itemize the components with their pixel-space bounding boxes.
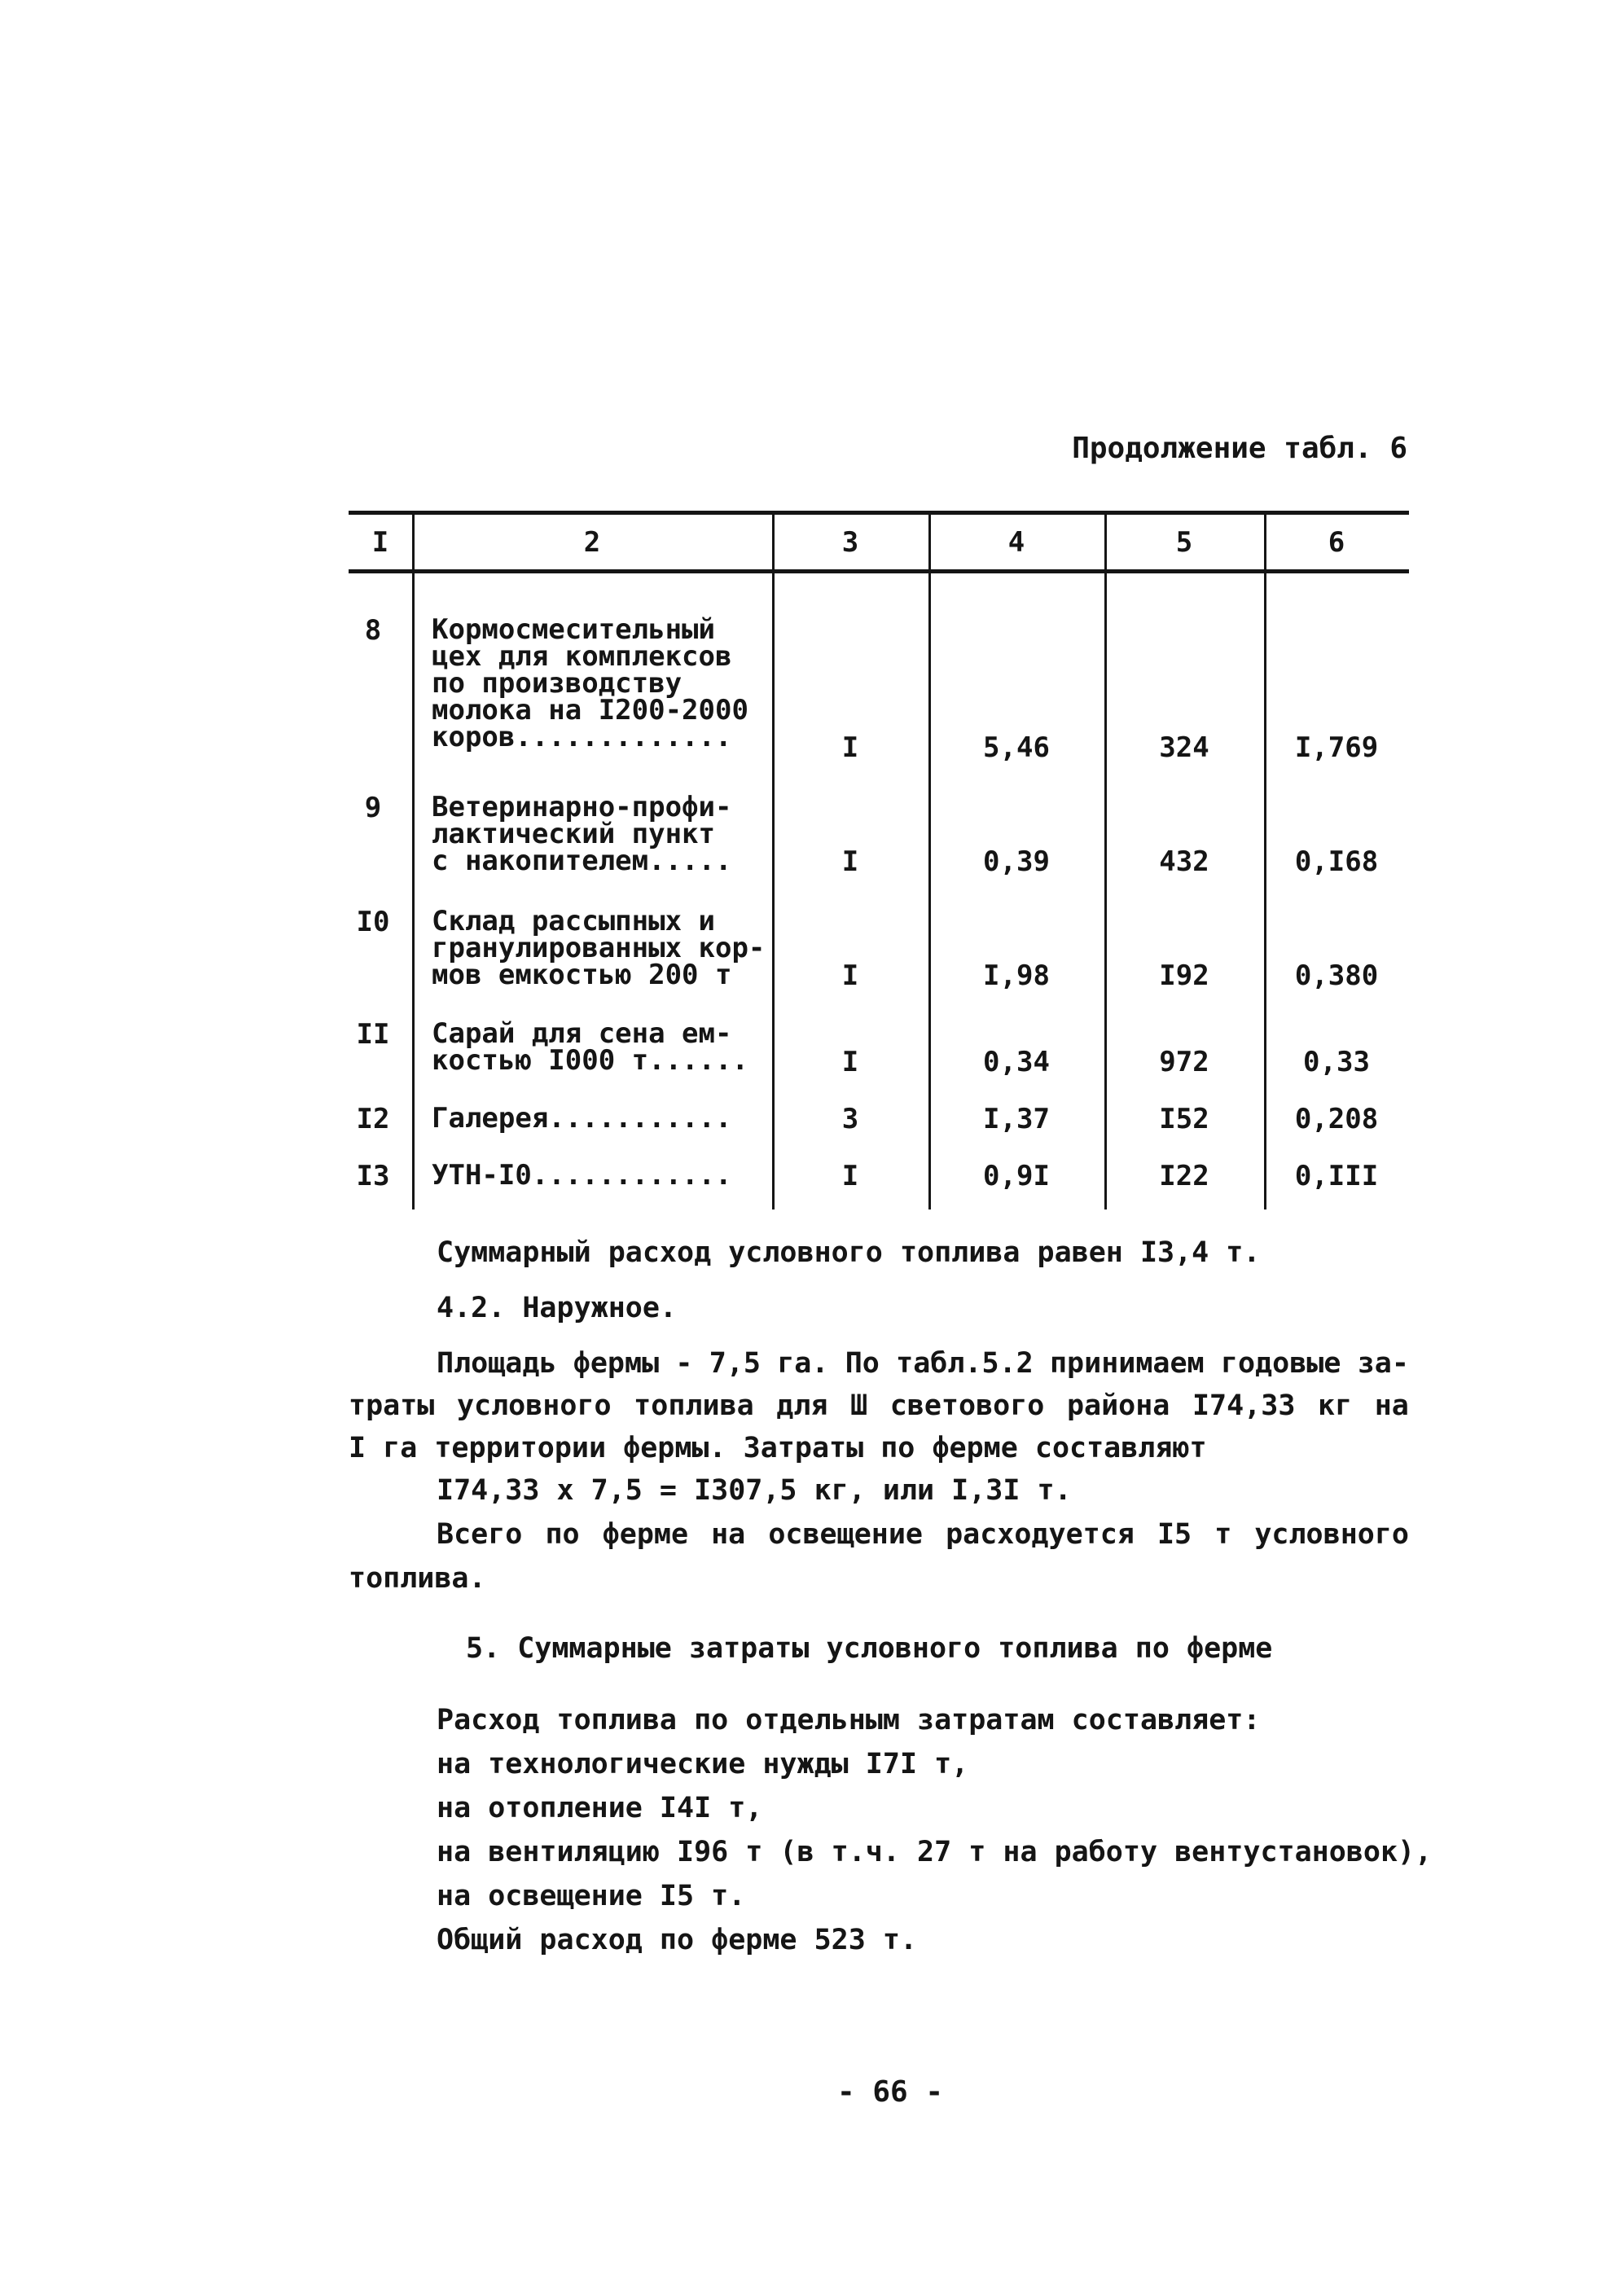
- word: годовые: [1220, 1347, 1341, 1380]
- table-row-number: I3: [356, 1160, 390, 1192]
- table-cell: 0,III: [1294, 1160, 1379, 1192]
- word: на: [711, 1518, 746, 1551]
- table-cell: I: [841, 845, 859, 878]
- paragraph-line: топлива.: [349, 1562, 486, 1595]
- word: траты: [349, 1389, 435, 1422]
- table-cell: 0,208: [1294, 1103, 1379, 1135]
- word: т: [1214, 1518, 1232, 1551]
- word: для: [776, 1389, 828, 1422]
- table-cell: I: [841, 1046, 859, 1078]
- table-cell: 972: [1159, 1046, 1209, 1078]
- word: По: [845, 1347, 880, 1380]
- paragraph-line: I га территории фермы. Затраты по ферме составляют: [349, 1432, 1207, 1464]
- table-row-number: I0: [356, 906, 390, 938]
- table-cell: I92: [1159, 959, 1209, 992]
- word: фермы: [573, 1347, 660, 1380]
- word: 7,5: [709, 1347, 761, 1380]
- table-cell: I: [841, 959, 859, 992]
- word: ферме: [602, 1518, 689, 1551]
- table-row-number: 8: [364, 614, 382, 647]
- section-heading-4-2: 4.2. Наружное.: [437, 1292, 678, 1324]
- table-cell: 0,380: [1294, 959, 1379, 992]
- table-cell: 324: [1159, 731, 1209, 764]
- table-cell: I22: [1159, 1160, 1209, 1192]
- table-header-cell: I: [371, 526, 389, 559]
- table-cell: I: [841, 1160, 859, 1192]
- word: кг: [1317, 1389, 1353, 1422]
- word: Всего: [437, 1518, 523, 1551]
- table-row-name: УТН-I0............: [432, 1159, 732, 1192]
- table-header-cell: 2: [583, 526, 601, 559]
- word: -: [675, 1347, 693, 1380]
- list-item: на технологические нужды I7I т,: [437, 1748, 969, 1780]
- list-item: на отопление I4I т,: [437, 1792, 763, 1824]
- table-row-name: Кормосмесительный цех для комплексов по производству молока на I200-2000 коров.............: [432, 613, 748, 753]
- list-item: на освещение I5 т.: [437, 1880, 746, 1912]
- word: по: [545, 1518, 580, 1551]
- table-row-name: Склад рассыпных и гранулированных кор- мов емкостью 200 т: [432, 905, 766, 991]
- table-header-cell: 5: [1175, 526, 1193, 559]
- word: I74,33: [1192, 1389, 1296, 1422]
- table-cell: 432: [1159, 845, 1209, 878]
- column-divider: [412, 511, 415, 1209]
- table-cell: 3: [841, 1103, 859, 1135]
- word: расходуется: [946, 1518, 1135, 1551]
- word: Ш: [850, 1389, 868, 1422]
- word: светового: [889, 1389, 1045, 1422]
- paragraph-lighting-line: [349, 1518, 1409, 1551]
- section-heading-5: 5. Суммарные затраты условного топлива по ферме: [466, 1632, 1273, 1665]
- table-cell: 5,46: [983, 731, 1050, 764]
- table-cell: I,37: [983, 1103, 1050, 1135]
- table-row-number: 9: [364, 792, 382, 824]
- total-line: Общий расход по ферме 523 т.: [437, 1924, 918, 1956]
- table-cell: I: [841, 731, 859, 764]
- word: топлива: [634, 1389, 754, 1422]
- table-header-cell: 6: [1328, 526, 1345, 559]
- word: га.: [777, 1347, 829, 1380]
- word: Площадь: [437, 1347, 557, 1380]
- table-continuation-caption: Продолжение табл. 6: [1072, 432, 1407, 465]
- list-item: на вентиляцию I96 т (в т.ч. 27 т на работу вентустановок),: [437, 1836, 1433, 1868]
- paragraph-area-line: [349, 1347, 1409, 1380]
- word: на: [1374, 1389, 1409, 1422]
- paragraph-area-line: [349, 1389, 1409, 1422]
- table-cell: 0,I68: [1294, 845, 1379, 878]
- table-cell: I,98: [983, 959, 1050, 992]
- table-row-number: II: [356, 1018, 390, 1051]
- table-header-cell: 3: [841, 526, 859, 559]
- list-intro: Расход топлива по отдельным затратам составляет:: [437, 1704, 1261, 1736]
- word: условного: [1254, 1518, 1409, 1551]
- calculation-line: I74,33 х 7,5 = I307,5 кг, или I,3I т.: [437, 1474, 1072, 1507]
- table-row-name: Сарай для сена ем- костью I000 т......: [432, 1017, 748, 1077]
- table-row-name: Ветеринарно-профи- лактический пункт с накопителем.....: [432, 791, 732, 877]
- fuel-summary-line: Суммарный расход условного топлива равен I3,4 т.: [437, 1236, 1261, 1269]
- word: условного: [456, 1389, 612, 1422]
- word: за-: [1357, 1347, 1409, 1380]
- page-number: - 66 -: [837, 2075, 944, 2109]
- word: табл.5.2: [896, 1347, 1034, 1380]
- data-table: [349, 511, 1409, 1209]
- table-cell: I,769: [1294, 731, 1379, 764]
- table-header-cell: 4: [1007, 526, 1025, 559]
- table-cell: I52: [1159, 1103, 1209, 1135]
- word: района: [1066, 1389, 1170, 1422]
- word: освещение: [768, 1518, 923, 1551]
- table-row-name: Галерея...........: [432, 1102, 732, 1135]
- table-header-rule: [349, 569, 1409, 573]
- word: принимаем: [1049, 1347, 1205, 1380]
- table-cell: 0,33: [1303, 1046, 1370, 1078]
- table-cell: 0,34: [983, 1046, 1050, 1078]
- table-cell: 0,9I: [983, 1160, 1050, 1192]
- table-top-rule: [349, 511, 1409, 515]
- table-cell: 0,39: [983, 845, 1050, 878]
- word: I5: [1157, 1518, 1192, 1551]
- table-row-number: I2: [356, 1103, 390, 1135]
